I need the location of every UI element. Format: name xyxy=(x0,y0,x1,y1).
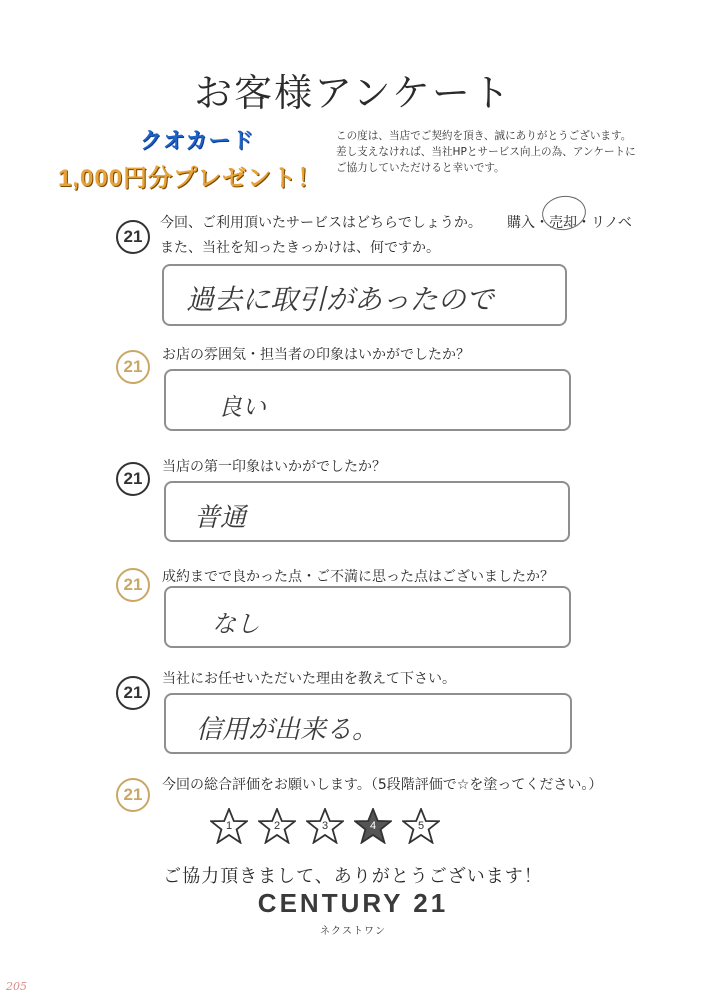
q2-answer: 良い xyxy=(218,393,266,421)
q1-answer: 過去に取引があったので xyxy=(186,283,494,316)
q4-answer-box[interactable] xyxy=(164,586,571,648)
q2-label: お店の雰囲気・担当者の印象はいかがでしたか？ xyxy=(162,347,470,363)
century21-logo-icon: 21 xyxy=(116,462,150,496)
q1-answer-box[interactable] xyxy=(162,264,567,326)
q4-label: 成約までで良かった点・ご不満に思った点はございましたか？ xyxy=(162,569,554,585)
q5-answer: 信用が出来る。 xyxy=(196,715,379,745)
century21-logo-icon: 21 xyxy=(116,350,150,384)
q1-option-separator: ・ xyxy=(535,215,549,231)
rating-stars xyxy=(210,808,440,844)
intro-line-2: 差し支えなければ、当社HPとサービス向上の為、アンケートに xyxy=(336,146,636,158)
page-title: お客様アンケート xyxy=(194,71,512,115)
q4-answer: なし xyxy=(212,610,260,638)
thanks-message: ご協力頂きまして、ありがとうございます！ xyxy=(163,866,543,887)
rating-star-3[interactable] xyxy=(306,808,344,844)
intro-line-1: この度は、当店でご契約を頂き、誠にありがとうございます。 xyxy=(336,130,632,142)
q1-option-separator: ・ xyxy=(577,215,591,231)
q1-option-renovation[interactable]: リノベ xyxy=(591,215,632,231)
q1-option-purchase[interactable]: 購入 xyxy=(507,215,535,231)
q1-option-sale[interactable]: 売却 xyxy=(549,215,577,231)
q5-label: 当社にお任せいただいた理由を教えて下さい。 xyxy=(162,671,456,687)
q3-answer-box[interactable] xyxy=(164,481,570,542)
q1-line-2: また、当社を知ったきっかけは、何ですか。 xyxy=(160,240,440,256)
promo-quocard: クオカード xyxy=(140,128,255,153)
brand-subtitle: ネクストワン xyxy=(320,926,386,937)
q2-answer-box[interactable] xyxy=(164,369,571,431)
brand-logo: CENTURY 21 xyxy=(257,888,449,918)
rating-star-5[interactable] xyxy=(402,808,440,844)
promo-present: 1,000円分プレゼント！ xyxy=(58,165,323,192)
rating-star-number: 1 xyxy=(225,820,233,832)
intro-line-3: ご協力していただけると幸いです。 xyxy=(336,162,505,174)
q1-line-1: 今回、ご利用頂いたサービスはどちらでしょうか。 xyxy=(160,215,482,231)
rating-star-2[interactable] xyxy=(258,808,296,844)
rating-star-number: 2 xyxy=(273,820,281,832)
century21-logo-icon: 21 xyxy=(116,778,150,812)
rating-star-1[interactable] xyxy=(210,808,248,844)
intro-text xyxy=(336,128,656,176)
q6-label: 今回の総合評価をお願いします。（5段階評価で☆を塗ってください。） xyxy=(162,777,603,793)
q5-answer-box[interactable] xyxy=(164,693,572,754)
page-number: 205 xyxy=(6,980,27,993)
q3-label: 当店の第一印象はいかがでしたか？ xyxy=(162,459,386,475)
century21-logo-icon: 21 xyxy=(116,220,150,254)
rating-star-number: 5 xyxy=(417,820,425,832)
rating-star-4[interactable] xyxy=(354,808,392,844)
q3-answer: 普通 xyxy=(194,503,247,533)
rating-star-number: 4 xyxy=(369,820,377,832)
century21-logo-icon: 21 xyxy=(116,676,150,710)
century21-logo-icon: 21 xyxy=(116,568,150,602)
rating-star-number: 3 xyxy=(321,820,329,832)
